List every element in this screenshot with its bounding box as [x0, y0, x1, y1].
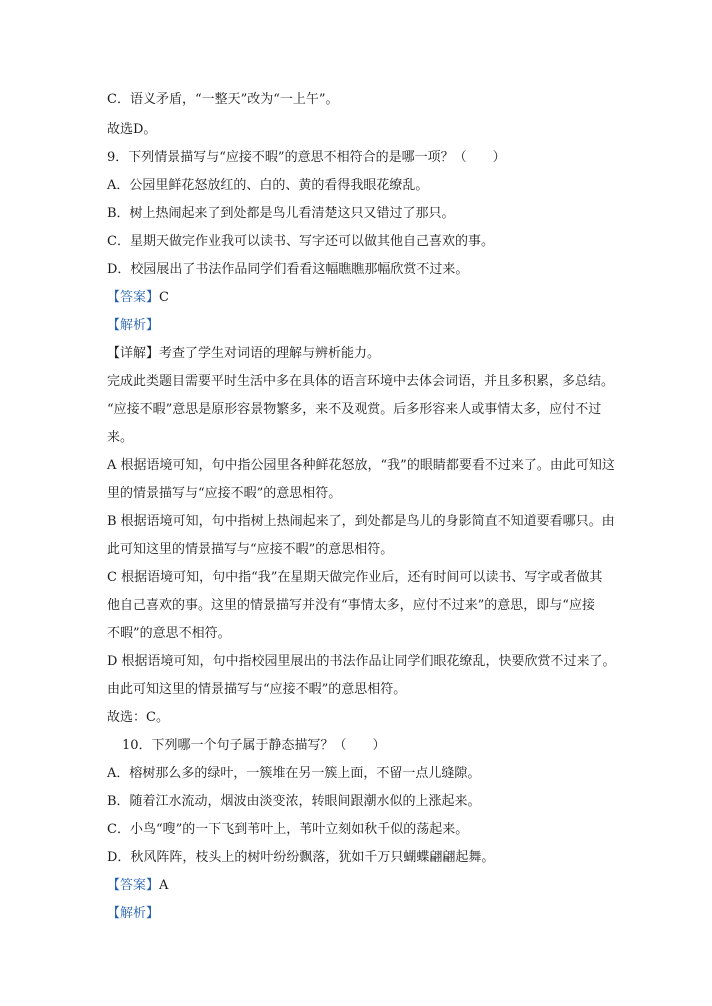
q9-analysis-label: 【解析】	[107, 318, 160, 333]
prev-conclusion: 故选D。	[107, 122, 157, 137]
q9-option-b: B．树上热闹起来了到处都是鸟儿看清楚这只又错过了那只。	[107, 206, 455, 221]
q9-analysis-line: D 根据语境可知，句中指校园里展出的书法作品让同学们眼花缭乱，快要欣赏不过来了。	[107, 654, 616, 669]
q9-option-d: D．校园展出了书法作品同学们看看这幅瞧瞧那幅欣赏不过来。	[107, 262, 469, 277]
q10-option-c: C．小鸟“嗖”的一下飞到苇叶上，苇叶立刻如秋千似的荡起来。	[107, 822, 469, 837]
q10-answer-label: 【答案】	[107, 878, 160, 893]
q10-analysis-label: 【解析】	[107, 906, 160, 921]
q10-option-a: A．榕树那么多的绿叶，一簇堆在另一簇上面，不留一点儿缝隙。	[107, 766, 481, 781]
q10-stem: 10．下列哪一个句子属于静态描写？（ ）	[122, 738, 386, 753]
q9-analysis-line: A 根据语境可知，句中指公园里各种鲜花怒放，“我”的眼睛都要看不过来了。由此可知这	[107, 458, 615, 473]
q9-answer	[107, 289, 169, 307]
q9-answer-label: 【答案】	[107, 290, 160, 305]
prev-option-c: C．语义矛盾，“一整天”改为“一上午”。	[107, 92, 339, 107]
q9-detail	[107, 345, 380, 363]
q9-analysis-line: 不暇”的意思不相符。	[107, 626, 231, 641]
q9-analysis-line: B 根据语境可知，句中指树上热闹起来了，到处都是鸟儿的身影简直不知道要看哪只。由	[107, 514, 615, 529]
q10-option-d: D．秋风阵阵，枝头上的树叶纷纷飘落，犹如千万只蝴蝶翩翩起舞。	[107, 850, 495, 865]
q10-option-b: B．随着江水流动，烟波由淡变浓，转眼间跟潮水似的上涨起来。	[107, 794, 481, 809]
q9-analysis-line: C 根据语境可知，句中指“我”在星期天做完作业后，还有时间可以读书、写字或者做其	[107, 570, 603, 585]
q9-stem: 9．下列情景描写与“应接不暇”的意思不相符合的是哪一项？（ ）	[107, 150, 506, 165]
q9-answer-value: C	[159, 290, 169, 305]
q9-option-a: A．公园里鲜花怒放红的、白的、黄的看得我眼花缭乱。	[107, 178, 429, 193]
q10-answer-value: A	[159, 878, 169, 893]
q9-analysis-line: “应接不暇”意思是原形容景物繁多，来不及观赏。后多形容来人或事情太多，应付不过	[107, 402, 602, 417]
q10-answer	[107, 877, 168, 895]
q9-analysis-line: 来。	[107, 430, 134, 445]
q9-detail-label: 【详解】	[107, 346, 160, 361]
q9-detail-text: 考查了学生对词语的理解与辨析能力。	[159, 346, 381, 361]
q9-analysis-line: 他自己喜欢的事。这里的情景描写并没有“事情太多，应付不过来”的意思，即与“应接	[107, 598, 595, 613]
q9-analysis-line: 由此可知这里的情景描写与“应接不暇”的意思相符。	[107, 682, 407, 697]
q9-analysis-line: 里的情景描写与“应接不暇”的意思相符。	[107, 486, 342, 501]
q9-analysis-line: 此可知这里的情景描写与“应接不暇”的意思相符。	[107, 542, 394, 557]
q9-conclusion: 故选：C。	[107, 710, 169, 725]
q9-analysis-line: 完成此类题目需要平时生活中多在具体的语言环境中去体会词语，并且多积累，多总结。	[107, 374, 615, 389]
q9-option-c: C．星期天做完作业我可以读书、写字还可以做其他自己喜欢的事。	[107, 234, 494, 249]
